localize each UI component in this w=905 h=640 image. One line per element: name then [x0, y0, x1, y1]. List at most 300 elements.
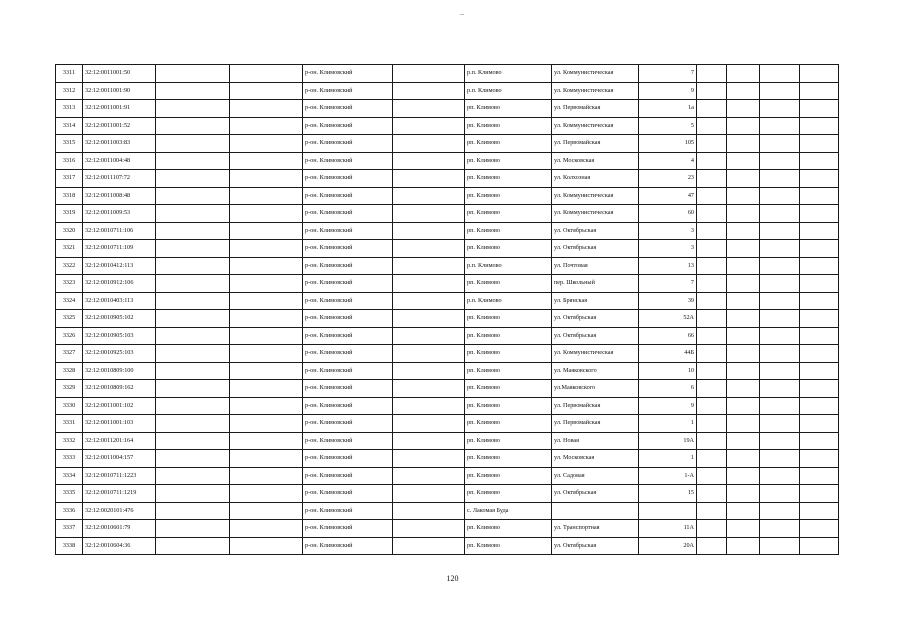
settlement-cell: рп. Климово [465, 187, 552, 205]
empty-cell [760, 292, 800, 310]
house-number-cell: 5 [639, 117, 697, 135]
table-row [56, 117, 839, 135]
row-number-cell: 3331 [56, 415, 83, 433]
street-cell: ул. Маяковского [552, 362, 639, 380]
district-cell: р-он. Климовский [303, 502, 393, 520]
house-number-cell: 52А [639, 310, 697, 328]
empty-cell [230, 170, 303, 188]
empty-cell [727, 432, 760, 450]
table-row [56, 485, 839, 503]
empty-cell [760, 135, 800, 153]
cadastral-number-cell: 32:12:0010905:103 [83, 327, 156, 345]
settlement-cell: рп. Климово [465, 380, 552, 398]
empty-cell [230, 432, 303, 450]
row-number-cell: 3314 [56, 117, 83, 135]
house-number-cell: 15 [639, 485, 697, 503]
empty-cell [800, 187, 839, 205]
empty-cell [230, 257, 303, 275]
table-row [56, 415, 839, 433]
row-number-cell: 3334 [56, 467, 83, 485]
empty-cell [760, 502, 800, 520]
row-number-cell: 3315 [56, 135, 83, 153]
empty-cell [727, 467, 760, 485]
street-cell: ул. Первомайская [552, 415, 639, 433]
district-cell: р-он. Климовский [303, 222, 393, 240]
row-number-cell: 3338 [56, 537, 83, 555]
empty-cell [800, 100, 839, 118]
settlement-cell: с. Лакомая Буда [465, 502, 552, 520]
empty-cell [800, 117, 839, 135]
district-cell: р-он. Климовский [303, 467, 393, 485]
empty-cell [230, 152, 303, 170]
empty-cell [800, 432, 839, 450]
house-number-cell: 1а [639, 100, 697, 118]
empty-cell [393, 187, 465, 205]
empty-cell [727, 187, 760, 205]
empty-cell [697, 65, 727, 83]
empty-cell [393, 222, 465, 240]
empty-cell [727, 292, 760, 310]
empty-cell [727, 310, 760, 328]
empty-cell [156, 432, 230, 450]
district-cell: р-он. Климовский [303, 117, 393, 135]
empty-cell [697, 240, 727, 258]
empty-cell [697, 485, 727, 503]
empty-cell [230, 187, 303, 205]
empty-cell [156, 327, 230, 345]
empty-cell [800, 502, 839, 520]
empty-cell [697, 275, 727, 293]
house-number-cell: 105 [639, 135, 697, 153]
table-row [56, 152, 839, 170]
street-cell: ул. Коммунистическая [552, 187, 639, 205]
empty-cell [697, 117, 727, 135]
empty-cell [800, 485, 839, 503]
empty-cell [727, 537, 760, 555]
street-cell: ул. Московская [552, 152, 639, 170]
empty-cell [697, 135, 727, 153]
table-row [56, 275, 839, 293]
house-number-cell: 3 [639, 222, 697, 240]
empty-cell [697, 257, 727, 275]
house-number-cell: 9 [639, 82, 697, 100]
street-cell: ул. Московская [552, 450, 639, 468]
empty-cell [156, 415, 230, 433]
settlement-cell: рп. Климово [465, 450, 552, 468]
table-row [56, 310, 839, 328]
house-number-cell: 7 [639, 65, 697, 83]
house-number-cell: 19А [639, 432, 697, 450]
street-cell: пер. Школьный [552, 275, 639, 293]
settlement-cell: рп. Климово [465, 537, 552, 555]
empty-cell [156, 82, 230, 100]
empty-cell [697, 537, 727, 555]
empty-cell [156, 100, 230, 118]
street-cell: ул.Маяковского [552, 380, 639, 398]
row-number-cell: 3316 [56, 152, 83, 170]
empty-cell [156, 257, 230, 275]
empty-cell [230, 327, 303, 345]
settlement-cell: рп. Климово [465, 432, 552, 450]
empty-cell [156, 537, 230, 555]
empty-cell [393, 415, 465, 433]
empty-cell [393, 240, 465, 258]
empty-cell [727, 502, 760, 520]
empty-cell [697, 520, 727, 538]
empty-cell [760, 205, 800, 223]
street-cell: ул. Октябрьская [552, 537, 639, 555]
house-number-cell: 1 [639, 450, 697, 468]
cadastral-number-cell: 32:12:0011001:52 [83, 117, 156, 135]
empty-cell [156, 380, 230, 398]
district-cell: р-он. Климовский [303, 152, 393, 170]
empty-cell [230, 380, 303, 398]
row-number-cell: 3311 [56, 65, 83, 83]
cadastral-number-cell: 32:12:0010809:100 [83, 362, 156, 380]
row-number-cell: 3337 [56, 520, 83, 538]
empty-cell [156, 117, 230, 135]
empty-cell [760, 310, 800, 328]
empty-cell [156, 65, 230, 83]
empty-cell [697, 187, 727, 205]
street-cell: ул. Брянская [552, 292, 639, 310]
row-number-cell: 3321 [56, 240, 83, 258]
cadastral-number-cell: 32:12:0010809:162 [83, 380, 156, 398]
empty-cell [800, 380, 839, 398]
street-cell: ул. Коммунистическая [552, 117, 639, 135]
empty-cell [727, 362, 760, 380]
street-cell: ул. Коммунистическая [552, 345, 639, 363]
empty-cell [393, 152, 465, 170]
empty-cell [393, 502, 465, 520]
empty-cell [156, 345, 230, 363]
street-cell: ул. Новая [552, 432, 639, 450]
cadastral-number-cell: 32:12:0010912:106 [83, 275, 156, 293]
empty-cell [393, 205, 465, 223]
empty-cell [727, 65, 760, 83]
settlement-cell: рп. Климово [465, 205, 552, 223]
empty-cell [800, 205, 839, 223]
empty-cell [760, 520, 800, 538]
empty-cell [230, 520, 303, 538]
district-cell: р-он. Климовский [303, 257, 393, 275]
district-cell: р-он. Климовский [303, 187, 393, 205]
empty-cell [393, 467, 465, 485]
street-cell: ул. Почтовая [552, 257, 639, 275]
empty-cell [230, 537, 303, 555]
empty-cell [230, 240, 303, 258]
empty-cell [697, 415, 727, 433]
row-number-cell: 3326 [56, 327, 83, 345]
empty-cell [760, 415, 800, 433]
empty-cell [760, 100, 800, 118]
house-number-cell: 11А [639, 520, 697, 538]
settlement-cell: рп. Климово [465, 100, 552, 118]
table-row [56, 100, 839, 118]
empty-cell [760, 222, 800, 240]
empty-cell [230, 275, 303, 293]
empty-cell [800, 222, 839, 240]
empty-cell [393, 170, 465, 188]
district-cell: р-он. Климовский [303, 362, 393, 380]
settlement-cell: р.п. Климово [465, 65, 552, 83]
empty-cell [156, 502, 230, 520]
empty-cell [697, 345, 727, 363]
house-number-cell: 3 [639, 240, 697, 258]
cadastral-number-cell: 32:12:0010905:102 [83, 310, 156, 328]
house-number-cell: 9 [639, 397, 697, 415]
empty-cell [800, 450, 839, 468]
table-row [56, 65, 839, 83]
empty-cell [760, 537, 800, 555]
table-row [56, 292, 839, 310]
empty-cell [800, 275, 839, 293]
empty-cell [230, 292, 303, 310]
empty-cell [800, 170, 839, 188]
district-cell: р-он. Климовский [303, 135, 393, 153]
district-cell: р-он. Климовский [303, 170, 393, 188]
empty-cell [760, 65, 800, 83]
district-cell: р-он. Климовский [303, 345, 393, 363]
empty-cell [697, 432, 727, 450]
cadastral-number-cell: 32:12:0011003:83 [83, 135, 156, 153]
table-row [56, 450, 839, 468]
empty-cell [393, 117, 465, 135]
empty-cell [156, 310, 230, 328]
street-cell: ул. Октябрьская [552, 310, 639, 328]
empty-cell [393, 135, 465, 153]
empty-cell [230, 135, 303, 153]
table-row [56, 170, 839, 188]
row-number-cell: 3329 [56, 380, 83, 398]
empty-cell [727, 275, 760, 293]
house-number-cell: 23 [639, 170, 697, 188]
empty-cell [230, 117, 303, 135]
house-number-cell: 39 [639, 292, 697, 310]
empty-cell [727, 345, 760, 363]
table-row [56, 345, 839, 363]
cadastral-number-cell: 32:12:0020101:476 [83, 502, 156, 520]
house-number-cell: 10 [639, 362, 697, 380]
empty-cell [760, 187, 800, 205]
empty-cell [697, 397, 727, 415]
empty-cell [800, 82, 839, 100]
house-number-cell: 1-А [639, 467, 697, 485]
table-row [56, 502, 839, 520]
empty-cell [760, 362, 800, 380]
empty-cell [156, 485, 230, 503]
empty-cell [760, 380, 800, 398]
district-cell: р-он. Климовский [303, 65, 393, 83]
row-number-cell: 3323 [56, 275, 83, 293]
district-cell: р-он. Климовский [303, 275, 393, 293]
empty-cell [800, 310, 839, 328]
empty-cell [230, 82, 303, 100]
empty-cell [800, 152, 839, 170]
empty-cell [800, 415, 839, 433]
settlement-cell: рп. Климово [465, 467, 552, 485]
empty-cell [393, 537, 465, 555]
district-cell: р-он. Климовский [303, 520, 393, 538]
empty-cell [230, 222, 303, 240]
empty-cell [156, 152, 230, 170]
table-row [56, 222, 839, 240]
table-row [56, 257, 839, 275]
settlement-cell: рп. Климово [465, 397, 552, 415]
settlement-cell: р.п. Климово [465, 292, 552, 310]
street-cell: ул. Октябрьская [552, 240, 639, 258]
cadastral-number-cell: 32:12:0010601:79 [83, 520, 156, 538]
district-cell: р-он. Климовский [303, 537, 393, 555]
table-row [56, 432, 839, 450]
empty-cell [393, 257, 465, 275]
cadastral-number-cell: 32:12:0011001:102 [83, 397, 156, 415]
empty-cell [727, 135, 760, 153]
row-number-cell: 3324 [56, 292, 83, 310]
empty-cell [230, 65, 303, 83]
empty-cell [393, 397, 465, 415]
empty-cell [230, 502, 303, 520]
table-row [56, 82, 839, 100]
cadastral-number-cell: 32:12:0011001:103 [83, 415, 156, 433]
empty-cell [697, 467, 727, 485]
empty-cell [760, 240, 800, 258]
row-number-cell: 3318 [56, 187, 83, 205]
house-number-cell: 66 [639, 327, 697, 345]
empty-cell [760, 275, 800, 293]
row-number-cell: 3319 [56, 205, 83, 223]
district-cell: р-он. Климовский [303, 432, 393, 450]
empty-cell [760, 485, 800, 503]
empty-cell [727, 397, 760, 415]
cadastral-number-cell: 32:12:0011004:48 [83, 152, 156, 170]
table-row [56, 187, 839, 205]
empty-cell [393, 362, 465, 380]
empty-cell [230, 485, 303, 503]
empty-cell [393, 100, 465, 118]
empty-cell [800, 292, 839, 310]
street-cell: ул. Коммунистическая [552, 82, 639, 100]
district-cell: р-он. Климовский [303, 327, 393, 345]
cadastral-number-cell: 32:12:0011107:72 [83, 170, 156, 188]
cadastral-number-cell: 32:12:0010412:113 [83, 257, 156, 275]
district-cell: р-он. Климовский [303, 450, 393, 468]
house-number-cell [639, 502, 697, 520]
empty-cell [697, 152, 727, 170]
empty-cell [393, 275, 465, 293]
empty-cell [230, 362, 303, 380]
cadastral-number-cell: 32:12:0010925:103 [83, 345, 156, 363]
table-row [56, 467, 839, 485]
empty-cell [727, 485, 760, 503]
empty-cell [697, 380, 727, 398]
empty-cell [230, 205, 303, 223]
settlement-cell: рп. Климово [465, 275, 552, 293]
empty-cell [156, 292, 230, 310]
settlement-cell: рп. Климово [465, 222, 552, 240]
empty-cell [230, 345, 303, 363]
document-sheet [55, 64, 838, 555]
empty-cell [697, 170, 727, 188]
row-number-cell: 3322 [56, 257, 83, 275]
empty-cell [727, 240, 760, 258]
empty-cell [697, 502, 727, 520]
page-number: 120 [446, 574, 459, 583]
empty-cell [697, 327, 727, 345]
settlement-cell: рп. Климово [465, 362, 552, 380]
empty-cell [697, 310, 727, 328]
empty-cell [393, 380, 465, 398]
empty-cell [727, 117, 760, 135]
scan-mark [460, 14, 464, 15]
empty-cell [727, 520, 760, 538]
settlement-cell: рп. Климово [465, 327, 552, 345]
empty-cell [393, 520, 465, 538]
street-cell [552, 502, 639, 520]
empty-cell [727, 170, 760, 188]
empty-cell [800, 135, 839, 153]
empty-cell [800, 65, 839, 83]
empty-cell [230, 100, 303, 118]
cadastral-number-cell: 32:12:0011008:48 [83, 187, 156, 205]
street-cell: ул. Коммунистическая [552, 205, 639, 223]
table-body [56, 65, 839, 555]
empty-cell [230, 310, 303, 328]
cadastral-number-cell: 32:12:0011201:164 [83, 432, 156, 450]
empty-cell [760, 345, 800, 363]
empty-cell [156, 135, 230, 153]
cadastral-number-cell: 32:12:0011009:53 [83, 205, 156, 223]
empty-cell [156, 205, 230, 223]
table-row [56, 362, 839, 380]
row-number-cell: 3313 [56, 100, 83, 118]
empty-cell [727, 257, 760, 275]
table-row [56, 205, 839, 223]
empty-cell [230, 397, 303, 415]
empty-cell [697, 100, 727, 118]
table-row [56, 537, 839, 555]
empty-cell [727, 152, 760, 170]
settlement-cell: р.п. Климово [465, 82, 552, 100]
empty-cell [156, 222, 230, 240]
row-number-cell: 3327 [56, 345, 83, 363]
district-cell: р-он. Климовский [303, 205, 393, 223]
settlement-cell: рп. Климово [465, 415, 552, 433]
empty-cell [156, 362, 230, 380]
empty-cell [393, 485, 465, 503]
empty-cell [697, 82, 727, 100]
empty-cell [156, 187, 230, 205]
house-number-cell: 20А [639, 537, 697, 555]
street-cell: ул. Октябрьская [552, 222, 639, 240]
settlement-cell: рп. Климово [465, 520, 552, 538]
row-number-cell: 3312 [56, 82, 83, 100]
empty-cell [230, 415, 303, 433]
empty-cell [230, 450, 303, 468]
street-cell: ул. Садовая [552, 467, 639, 485]
empty-cell [393, 65, 465, 83]
table-row [56, 327, 839, 345]
street-cell: ул. Первомайская [552, 100, 639, 118]
empty-cell [697, 292, 727, 310]
empty-cell [727, 205, 760, 223]
empty-cell [727, 327, 760, 345]
house-number-cell: 7 [639, 275, 697, 293]
empty-cell [800, 467, 839, 485]
cadastral-number-cell: 32:12:0010711:109 [83, 240, 156, 258]
settlement-cell: рп. Климово [465, 135, 552, 153]
empty-cell [697, 205, 727, 223]
